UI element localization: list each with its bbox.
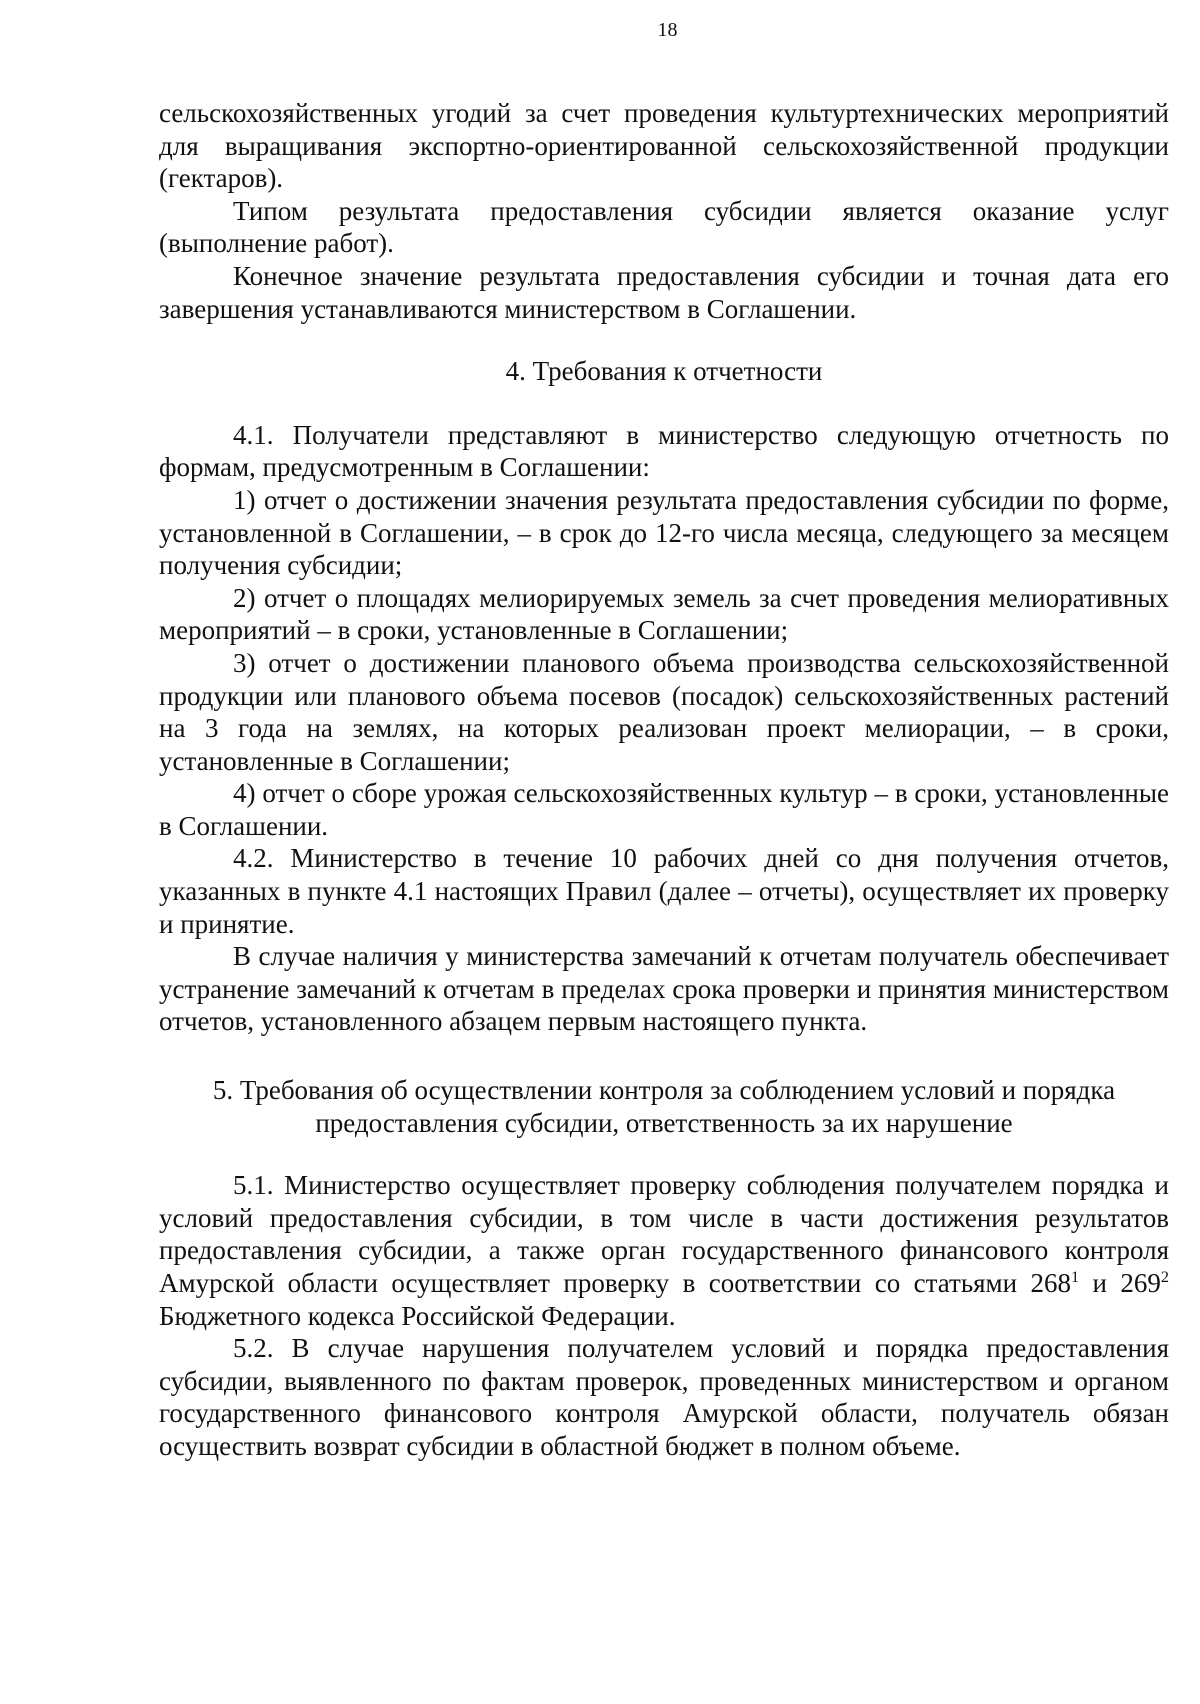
document-body — [159, 97, 1169, 1463]
list-item-2: 2) отчет о площадях мелиорируемых земель за счет проведения мелиоративных мероприятий – в сроки, установленные в Соглашении; — [159, 582, 1169, 646]
paragraph-5-2: 5.2. В случае нарушения получателем условий и порядка предоставления субсидии, выявленного по фактам проверок, проведенных министерством и органом государственного финансового контроля Амурской области, получатель обязан осуществить возврат субсидии в областной бюджет в полном объеме. — [159, 1333, 1169, 1461]
page-number: 18 — [657, 19, 678, 41]
paragraph-4-2: 4.2. Министерство в течение 10 рабочих дней со дня получения отчетов, указанных в пункте 4.1 настоящих Правил (далее – отчеты), осуществляет их проверку и принятие. — [159, 843, 1169, 939]
paragraph-result-value: Конечное значение результата предоставления субсидии и точная дата его завершения устанавливаются министерством в Соглашении. — [159, 260, 1169, 324]
paragraph-4-1: 4.1. Получатели представляют в министерство следующую отчетность по формам, предусмотренным в Соглашении: — [159, 419, 1169, 483]
list-item-4: 4) отчет о сборе урожая сельскохозяйственных культур – в сроки, установленные в Соглашении. — [159, 778, 1169, 841]
paragraph-continuation: сельскохозяйственных угодий за счет проведения культуртехнических мероприятий для выращивания экспортно-ориентированной сельскохозяйственной продукции (гектаров). — [159, 98, 1169, 194]
article-superscript-1: 1 — [1071, 1268, 1080, 1286]
paragraph-4-2-remarks: В случае наличия у министерства замечаний к отчетам получатель обеспечивает устранение замечаний к отчетам в пределах срока проверки и принятия министерством отчетов, установленного абзацем первым настоящего пункта. — [159, 941, 1169, 1037]
section-5-heading-line-1: 5. Требования об осуществлении контроля за соблюдением условий и порядка — [212, 1075, 1116, 1106]
spacer — [159, 388, 1169, 419]
spacer — [159, 1139, 1169, 1169]
section-5-heading — [159, 1074, 1169, 1139]
section-5-heading-line-2: предоставления субсидии, ответственность за их нарушение — [315, 1107, 1013, 1138]
spacer — [159, 1038, 1169, 1074]
list-item-1: 1) отчет о достижении значения результата предоставления субсидии по форме, установленной в Соглашении, – в срок до 12-го числа месяца, следующего за месяцем получения субсидии; — [159, 484, 1169, 581]
paragraph-5-1-text-a: 5.1. Министерство осуществляет проверку соблюдения получателем порядка и условий предоставления субсидии, в том числе в части достижения результатов предоставления субсидии, а также орган государственного финансового контроля Амурской области осуществляет проверку в соответствии со статьями 268 — [159, 1170, 1169, 1298]
paragraph-5-1-text-c: Бюджетного кодекса Российской Федерации. — [159, 1300, 676, 1331]
article-superscript-2: 2 — [1160, 1268, 1169, 1286]
section-4-heading: 4. Требования к отчетности — [505, 356, 823, 387]
paragraph-5-1-text-b: и 269 — [1079, 1268, 1161, 1298]
paragraph-5-1 — [159, 1169, 1169, 1332]
spacer — [159, 325, 1169, 355]
list-item-3: 3) отчет о достижении планового объема производства сельскохозяйственной продукции или планового объема посевов (посадок) сельскохозяйственных растений на 3 года на землях, на которых реализован проект мелиорации, – в сроки, установленные в Соглашении; — [159, 647, 1169, 776]
paragraph-result-type: Типом результата предоставления субсидии является оказание услуг (выполнение работ). — [159, 195, 1169, 259]
